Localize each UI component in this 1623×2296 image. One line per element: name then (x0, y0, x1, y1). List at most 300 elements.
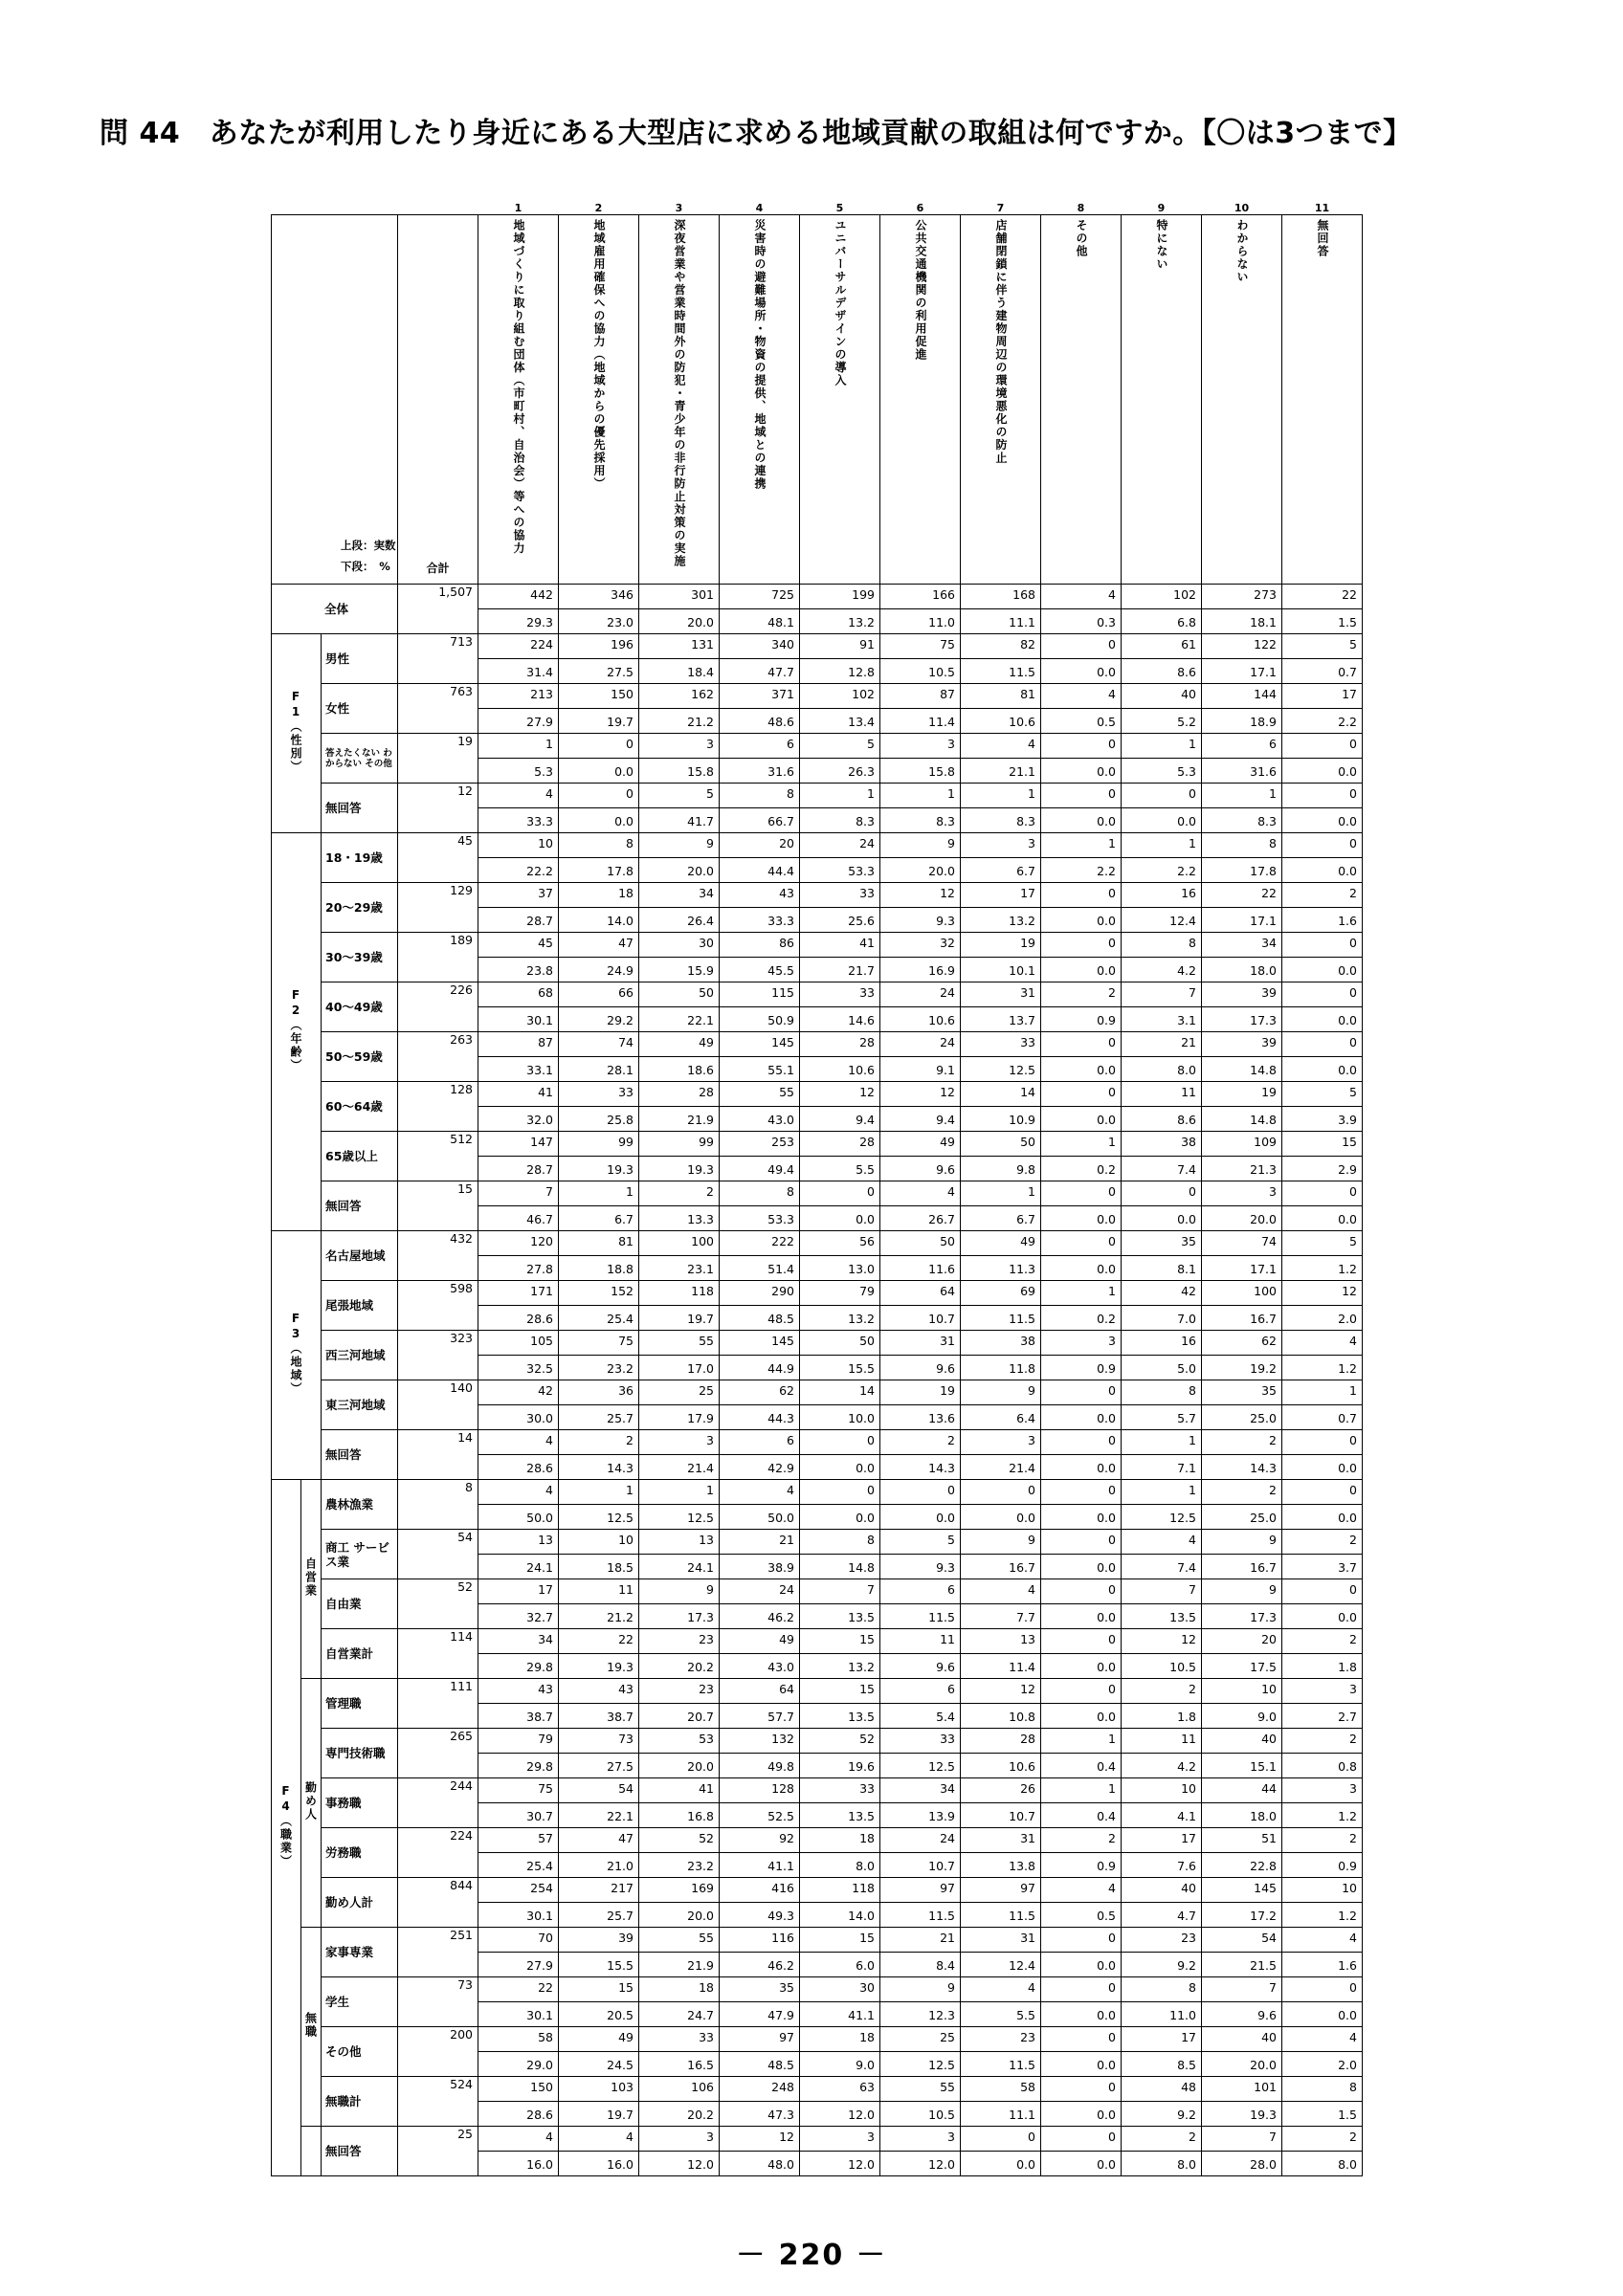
data-cell (559, 1878, 639, 1928)
count-value: 1 (478, 734, 558, 759)
data-cell (961, 1629, 1041, 1679)
percent-value: 1.5 (1338, 2108, 1357, 2122)
data-cell (478, 2077, 559, 2127)
percent-value: 8.1 (1177, 1262, 1196, 1276)
percent-value: 9.4 (936, 1113, 955, 1127)
data-cell (1202, 1977, 1282, 2027)
data-cell (1202, 1331, 1282, 1380)
percent-value: 38.7 (526, 1710, 553, 1724)
data-cell (800, 784, 880, 833)
data-cell (800, 1679, 880, 1729)
count-value: 13 (961, 1629, 1040, 1654)
data-cell (639, 1928, 720, 1977)
data-cell (800, 1928, 880, 1977)
percent-value: 16.0 (607, 2157, 634, 2172)
count-value: 49 (961, 1231, 1040, 1256)
data-cell (639, 784, 720, 833)
column-header-label: ユニバーサルデザインの導入 (834, 219, 847, 387)
row-total: 763 (398, 684, 478, 734)
data-cell (880, 833, 961, 883)
percent-value: 0.0 (1338, 1063, 1357, 1077)
percent-value: 21.9 (687, 1113, 714, 1127)
count-value: 0 (1041, 2027, 1121, 2052)
percent-value: 51.4 (767, 1262, 794, 1276)
count-value: 2 (1282, 1530, 1362, 1555)
table-row (272, 784, 1363, 833)
count-value: 23 (639, 1679, 719, 1704)
percent-value: 9.6 (936, 1162, 955, 1177)
percent-value: 15.9 (687, 963, 714, 978)
count-value: 39 (559, 1928, 638, 1953)
percent-value: 0.9 (1097, 1859, 1116, 1873)
percent-value: 1.2 (1338, 1262, 1357, 1276)
data-cell (1122, 2027, 1202, 2077)
percent-value: 3.7 (1338, 1560, 1357, 1575)
percent-value: 9.4 (856, 1113, 875, 1127)
percent-value: 10.8 (1009, 1710, 1035, 1724)
percent-value: 19.2 (1250, 1361, 1277, 1376)
percent-value: 2.7 (1338, 1710, 1357, 1724)
corner-cell (272, 215, 398, 585)
column-number: 4 (755, 202, 764, 214)
percent-value: 29.3 (526, 615, 553, 629)
data-cell (1122, 833, 1202, 883)
data-cell (639, 1181, 720, 1231)
data-cell (1202, 1380, 1282, 1430)
data-cell (1041, 734, 1122, 784)
percent-value: 0.0 (1338, 963, 1357, 978)
count-value: 169 (639, 1878, 719, 1903)
count-value: 2 (1041, 1828, 1121, 1853)
group-label-cell (272, 1480, 301, 2176)
percent-value: 44.4 (767, 864, 794, 878)
data-cell (1122, 1281, 1202, 1331)
percent-value: 25.0 (1250, 1511, 1277, 1525)
count-value: 224 (478, 634, 558, 659)
table-row (272, 2127, 1363, 2176)
count-value: 0 (559, 784, 638, 808)
data-cell (800, 1977, 880, 2027)
data-cell (1202, 1530, 1282, 1579)
row-total: 111 (398, 1679, 478, 1729)
count-value: 0 (1282, 833, 1362, 858)
data-cell (1202, 1878, 1282, 1928)
count-value: 81 (559, 1231, 638, 1256)
data-cell (478, 1778, 559, 1828)
count-value: 4 (478, 1430, 558, 1455)
column-header (961, 215, 1041, 585)
percent-value: 21.5 (1250, 1958, 1277, 1973)
data-cell (478, 1331, 559, 1380)
data-cell (720, 933, 800, 982)
count-value: 55 (880, 2077, 960, 2102)
data-cell (478, 1231, 559, 1281)
row-label: 無職計 (322, 2077, 398, 2127)
data-cell (639, 1778, 720, 1828)
count-value: 9 (961, 1380, 1040, 1405)
percent-value: 19.3 (687, 1162, 714, 1177)
count-value: 2 (880, 1430, 960, 1455)
count-value: 0 (1282, 1480, 1362, 1505)
count-value: 0 (1282, 784, 1362, 808)
percent-value: 17.8 (607, 864, 634, 878)
percent-value: 16.7 (1009, 1560, 1035, 1575)
count-value: 49 (720, 1629, 799, 1654)
count-value: 1 (1041, 1281, 1121, 1306)
data-cell (961, 1579, 1041, 1629)
percent-value: 12.5 (928, 1759, 955, 1774)
row-label: 東三河地域 (322, 1380, 398, 1430)
count-value: 15 (1282, 1132, 1362, 1157)
count-value: 102 (800, 684, 879, 709)
percent-value: 16.8 (687, 1809, 714, 1823)
percent-value: 44.9 (767, 1361, 794, 1376)
table-row (272, 1430, 1363, 1480)
percent-value: 20.0 (1250, 2058, 1277, 2072)
data-cell (880, 2077, 961, 2127)
data-cell (1202, 1132, 1282, 1181)
data-cell (1202, 1082, 1282, 1132)
count-value: 53 (639, 1729, 719, 1754)
row-total: 140 (398, 1380, 478, 1430)
count-value: 8 (1282, 2077, 1362, 2102)
table-row (272, 1181, 1363, 1231)
count-value: 69 (961, 1281, 1040, 1306)
count-value: 6 (880, 1579, 960, 1604)
percent-value: 8.3 (856, 814, 875, 828)
column-header (1202, 215, 1282, 585)
percent-value: 8.4 (936, 1958, 955, 1973)
count-value: 17 (1282, 684, 1362, 709)
data-cell (880, 883, 961, 933)
count-value: 15 (800, 1629, 879, 1654)
table-row (272, 933, 1363, 982)
percent-value: 0.0 (856, 1511, 875, 1525)
percent-value: 13.5 (848, 1710, 875, 1724)
count-value: 10 (559, 1530, 638, 1555)
percent-value: 5.5 (1016, 2008, 1035, 2022)
count-value: 4 (478, 784, 558, 808)
percent-value: 0.0 (1177, 814, 1196, 828)
count-value: 100 (639, 1231, 719, 1256)
data-cell (800, 833, 880, 883)
percent-value: 5.5 (856, 1162, 875, 1177)
percent-value: 6.0 (856, 1958, 875, 1973)
percent-value: 21.9 (687, 1958, 714, 1973)
count-value: 50 (961, 1132, 1040, 1157)
percent-value: 17.1 (1250, 1262, 1277, 1276)
percent-value: 0.0 (936, 1511, 955, 1525)
percent-value: 0.2 (1097, 1162, 1116, 1177)
count-value: 4 (961, 1579, 1040, 1604)
percent-value: 15.8 (928, 764, 955, 779)
count-value: 8 (1122, 1977, 1201, 2002)
count-value: 3 (1282, 1679, 1362, 1704)
data-cell (1041, 1032, 1122, 1082)
data-cell (961, 1480, 1041, 1530)
count-value: 5 (800, 734, 879, 759)
row-total: 73 (398, 1977, 478, 2027)
percent-value: 10.6 (928, 1013, 955, 1027)
count-value: 73 (559, 1729, 638, 1754)
data-cell (478, 1082, 559, 1132)
percent-value: 14.8 (1250, 1063, 1277, 1077)
data-cell (961, 734, 1041, 784)
percent-value: 25.0 (1250, 1411, 1277, 1425)
data-cell (1041, 1480, 1122, 1530)
count-value: 19 (880, 1380, 960, 1405)
percent-value: 0.0 (1338, 764, 1357, 779)
data-cell (639, 1729, 720, 1778)
count-value: 17 (961, 883, 1040, 908)
count-value: 30 (639, 933, 719, 958)
data-cell (961, 1430, 1041, 1480)
percent-value: 9.2 (1177, 1958, 1196, 1973)
data-cell (478, 1181, 559, 1231)
percent-value: 8.0 (1177, 1063, 1196, 1077)
data-cell (1122, 1480, 1202, 1530)
count-value: 81 (961, 684, 1040, 709)
count-value: 12 (880, 883, 960, 908)
data-cell (1122, 1231, 1202, 1281)
percent-value: 12.4 (1169, 914, 1196, 928)
percent-value: 1.2 (1338, 1361, 1357, 1376)
percent-value: 53.3 (848, 864, 875, 878)
data-cell (559, 1579, 639, 1629)
data-cell (1122, 2077, 1202, 2127)
data-cell (559, 1032, 639, 1082)
row-total: 128 (398, 1082, 478, 1132)
percent-value: 16.5 (687, 2058, 714, 2072)
data-cell (720, 1231, 800, 1281)
count-value: 17 (1122, 2027, 1201, 2052)
count-value: 0 (1041, 1579, 1121, 1604)
data-cell (478, 1579, 559, 1629)
corner-upper-label: 上段：実数 (341, 539, 396, 552)
row-total: 19 (398, 734, 478, 784)
data-cell (880, 1629, 961, 1679)
count-value: 0 (1041, 1032, 1121, 1057)
count-value: 2 (1282, 2127, 1362, 2152)
count-value: 97 (880, 1878, 960, 1903)
data-cell (800, 982, 880, 1032)
data-cell (720, 1380, 800, 1430)
data-cell (961, 784, 1041, 833)
data-cell (961, 2027, 1041, 2077)
data-cell (1202, 933, 1282, 982)
row-label: 40～49歳 (322, 982, 398, 1032)
percent-value: 31.6 (1250, 764, 1277, 779)
count-value: 75 (880, 634, 960, 659)
data-cell (1202, 2077, 1282, 2127)
percent-value: 0.0 (1338, 1013, 1357, 1027)
percent-value: 29.8 (526, 1759, 553, 1774)
table-row (272, 1928, 1363, 1977)
percent-value: 22.8 (1250, 1859, 1277, 1873)
data-cell (478, 1928, 559, 1977)
data-cell (961, 684, 1041, 734)
count-value: 171 (478, 1281, 558, 1306)
percent-value: 2.9 (1338, 1162, 1357, 1177)
percent-value: 33.3 (526, 814, 553, 828)
data-cell (1282, 1579, 1363, 1629)
data-cell (1282, 1430, 1363, 1480)
column-header-label: その他 (1075, 219, 1088, 258)
data-cell (639, 1977, 720, 2027)
count-value: 2 (1282, 1629, 1362, 1654)
percent-value: 0.0 (1097, 2058, 1116, 2072)
data-cell (1122, 734, 1202, 784)
count-value: 54 (1202, 1928, 1281, 1953)
percent-value: 48.1 (767, 615, 794, 629)
data-cell (800, 933, 880, 982)
data-cell (1122, 784, 1202, 833)
data-cell (559, 1430, 639, 1480)
data-cell (961, 833, 1041, 883)
percent-value: 49.3 (767, 1909, 794, 1923)
percent-value: 0.0 (1097, 1411, 1116, 1425)
percent-value: 2.2 (1097, 864, 1116, 878)
data-cell (559, 1729, 639, 1778)
row-total: 524 (398, 2077, 478, 2127)
data-cell (720, 1530, 800, 1579)
data-cell (559, 2077, 639, 2127)
count-value: 0 (880, 1480, 960, 1505)
percent-value: 4.7 (1177, 1909, 1196, 1923)
count-value: 3 (880, 2127, 960, 2152)
data-cell (478, 1679, 559, 1729)
percent-value: 10.5 (928, 665, 955, 679)
percent-value: 27.5 (607, 1759, 634, 1774)
row-label: 商工 サービス業 (322, 1530, 398, 1579)
subgroup-label: 無職 (303, 2012, 318, 2039)
data-cell (1202, 1928, 1282, 1977)
percent-value: 0.0 (614, 764, 634, 779)
data-cell (1041, 1729, 1122, 1778)
percent-value: 13.3 (687, 1212, 714, 1226)
count-value: 10 (1122, 1778, 1201, 1803)
count-value: 217 (559, 1878, 638, 1903)
data-cell (720, 2127, 800, 2176)
percent-value: 11.5 (928, 1909, 955, 1923)
percent-value: 1.2 (1338, 1909, 1357, 1923)
count-value: 28 (961, 1729, 1040, 1754)
data-cell (1202, 883, 1282, 933)
count-value: 57 (478, 1828, 558, 1853)
table-row (272, 1231, 1363, 1281)
percent-value: 0.0 (1097, 1461, 1116, 1475)
count-value: 74 (1202, 1231, 1281, 1256)
table-row (272, 1132, 1363, 1181)
percent-value: 13.5 (848, 1610, 875, 1624)
percent-value: 0.0 (1338, 1511, 1357, 1525)
count-value: 33 (880, 1729, 960, 1754)
count-value: 442 (478, 585, 558, 609)
data-cell (1122, 2127, 1202, 2176)
data-cell (720, 684, 800, 734)
data-cell (720, 585, 800, 634)
count-value: 2 (559, 1430, 638, 1455)
percent-value: 48.0 (767, 2157, 794, 2172)
row-total: 45 (398, 833, 478, 883)
percent-value: 12.5 (1009, 1063, 1035, 1077)
count-value: 39 (1202, 1032, 1281, 1057)
count-value: 87 (478, 1032, 558, 1057)
percent-value: 13.2 (848, 615, 875, 629)
data-cell (800, 1032, 880, 1082)
data-cell (478, 1380, 559, 1430)
data-cell (720, 1181, 800, 1231)
data-cell (1122, 684, 1202, 734)
percent-value: 0.0 (1338, 864, 1357, 878)
percent-value: 15.8 (687, 764, 714, 779)
count-value: 3 (961, 833, 1040, 858)
count-value: 131 (639, 634, 719, 659)
count-value: 0 (1041, 734, 1121, 759)
count-value: 5 (639, 784, 719, 808)
data-cell (800, 1778, 880, 1828)
count-value: 0 (800, 1480, 879, 1505)
count-value: 2 (1282, 883, 1362, 908)
percent-value: 41.7 (687, 814, 714, 828)
data-cell (1041, 833, 1122, 883)
percent-value: 9.0 (856, 2058, 875, 2072)
column-header-label: 特にない (1155, 219, 1168, 271)
count-value: 55 (639, 1928, 719, 1953)
count-value: 22 (478, 1977, 558, 2002)
data-cell (880, 734, 961, 784)
percent-value: 48.6 (767, 715, 794, 729)
data-cell (1122, 1928, 1202, 1977)
data-cell (961, 1928, 1041, 1977)
count-value: 33 (961, 1032, 1040, 1057)
count-value: 18 (800, 1828, 879, 1853)
data-cell (961, 1530, 1041, 1579)
percent-value: 9.6 (936, 1361, 955, 1376)
data-cell (880, 1132, 961, 1181)
data-cell (1282, 684, 1363, 734)
count-value: 33 (800, 982, 879, 1007)
percent-value: 10.7 (1009, 1809, 1035, 1823)
count-value: 8 (720, 784, 799, 808)
count-value: 1 (559, 1480, 638, 1505)
data-cell (1282, 1132, 1363, 1181)
data-cell (1122, 1132, 1202, 1181)
percent-value: 5.4 (936, 1710, 955, 1724)
data-cell (720, 1878, 800, 1928)
percent-value: 2.0 (1338, 1312, 1357, 1326)
percent-value: 0.5 (1097, 715, 1116, 729)
count-value: 49 (880, 1132, 960, 1157)
percent-value: 0.0 (1097, 1560, 1116, 1575)
data-cell (1122, 1331, 1202, 1380)
data-cell (478, 734, 559, 784)
data-cell (1282, 2027, 1363, 2077)
percent-value: 6.8 (1177, 615, 1196, 629)
row-label: 学生 (322, 1977, 398, 2027)
row-label: 専門技術職 (322, 1729, 398, 1778)
data-cell (478, 982, 559, 1032)
percent-value: 1.5 (1338, 615, 1357, 629)
count-value: 4 (559, 2127, 638, 2152)
data-cell (1202, 1729, 1282, 1778)
data-cell (720, 2077, 800, 2127)
count-value: 24 (880, 1828, 960, 1853)
count-value: 0 (1282, 1032, 1362, 1057)
percent-value: 18.1 (1250, 615, 1277, 629)
data-cell (639, 634, 720, 684)
percent-value: 7.6 (1177, 1859, 1196, 1873)
